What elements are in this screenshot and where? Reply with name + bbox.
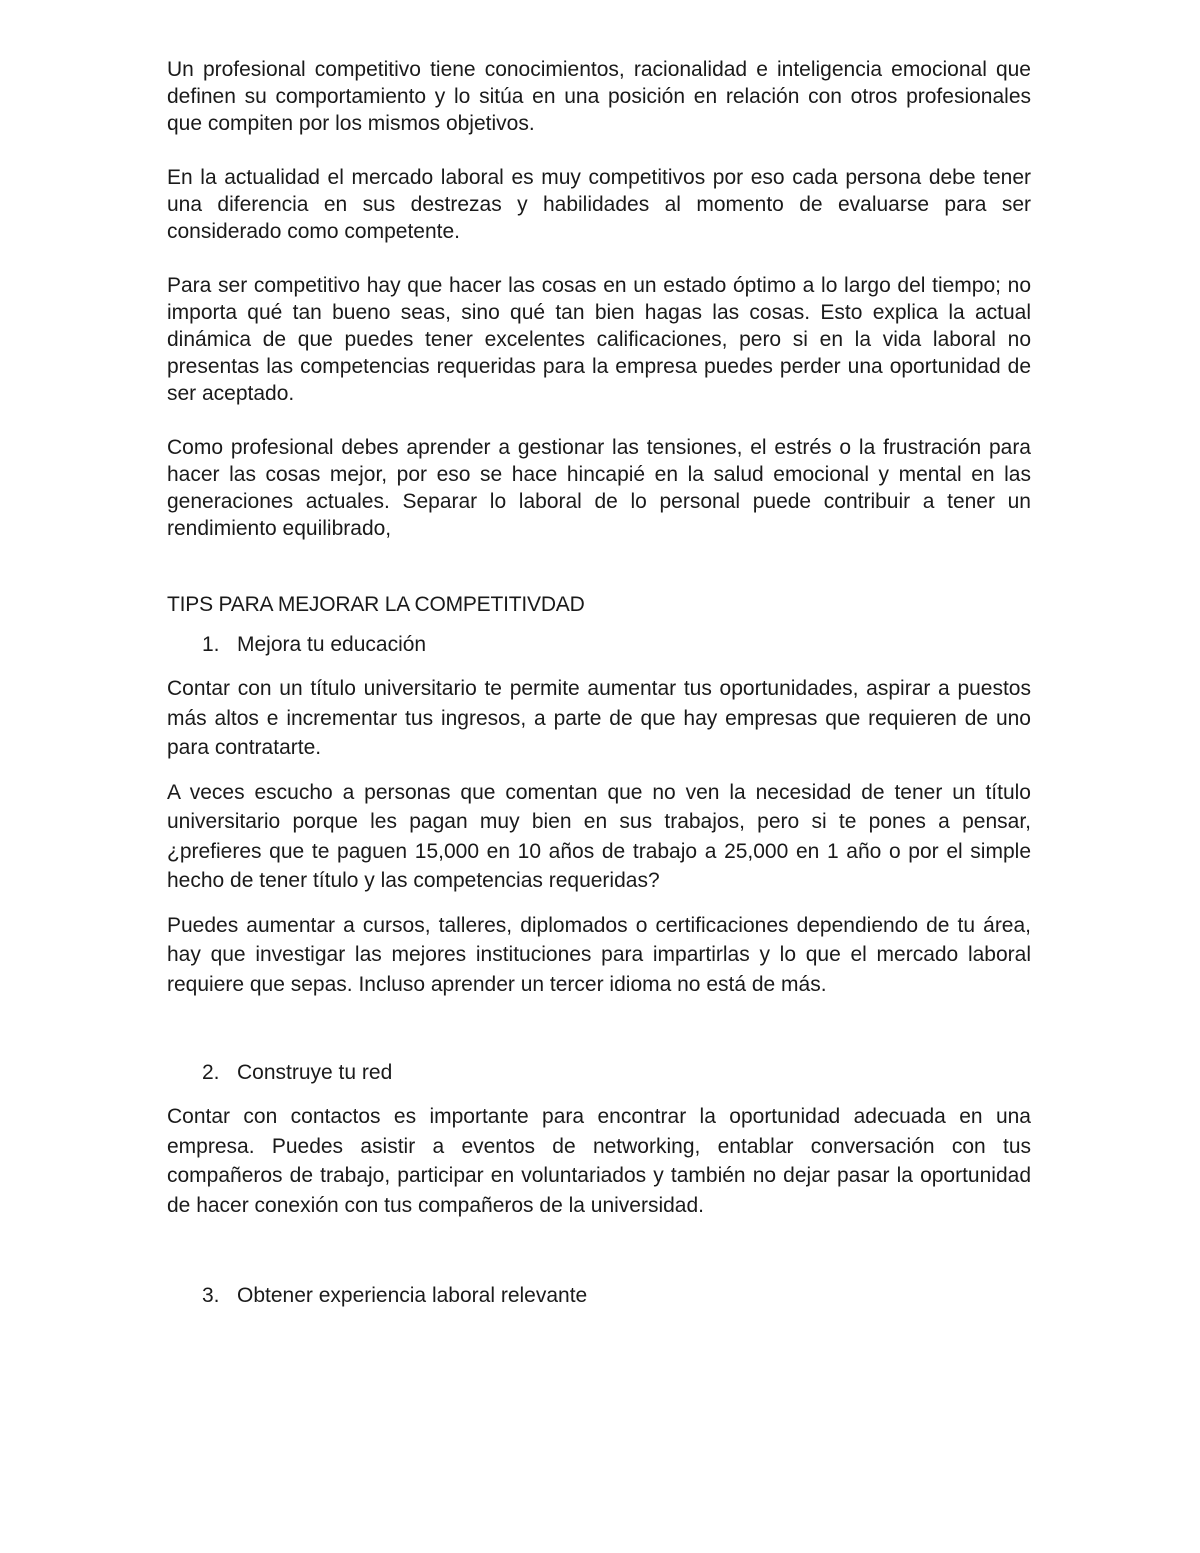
tip-3-label: Obtener experiencia laboral relevante (237, 1284, 588, 1307)
tip-1-title (167, 631, 1031, 658)
intro-paragraph-3: Para ser competitivo hay que hacer las cosas en un estado óptimo a lo largo del tiempo; no importa qué tan bueno seas, sino qué tan bien hagas las cosas. Esto explica la actual dinámica de que puedes tener excelentes calificaciones, pero si en la vida laboral no presentas las competencias requeridas para la empresa puedes perder una oportunidad de ser aceptado. (167, 274, 1031, 405)
tip-2-label: Construye tu red (237, 1061, 393, 1084)
intro-paragraph-4: Como profesional debes aprender a gestionar las tensiones, el estrés o la frustración para hacer las cosas mejor, por eso se hace hincapié en la salud emocional y mental en las generaciones actuales. Separar lo laboral de lo personal puede contribuir a tener un rendimiento equilibrado, (167, 436, 1031, 540)
tip-1-number: 1. (202, 633, 220, 656)
intro-paragraph-2: En la actualidad el mercado laboral es muy competitivos por eso cada persona debe tener una diferencia en sus destrezas y habilidades al momento de evaluarse para ser considerado como competente. (167, 166, 1031, 243)
tip-3-number: 3. (202, 1284, 220, 1307)
tip-2-number: 2. (202, 1061, 220, 1084)
tip-1-paragraph-3: Puedes aumentar a cursos, talleres, diplomados o certificaciones dependiendo de tu área, hay que investigar las mejores instituciones para impartirlas y lo que el mercado laboral requiere que sepas. Incluso aprender un tercer idioma no está de más. (167, 913, 1031, 996)
tip-1-paragraph-2: A veces escucho a personas que comentan que no ven la necesidad de tener un título universitario porque les pagan muy bien en sus trabajos, pero si te pones a pensar, ¿prefieres que te paguen 15,000 en 10 años de trabajo a 25,000 en 1 año o por el simple hecho de tener título y las competencias requeridas? (167, 780, 1031, 892)
tip-1-paragraph-1: Contar con un título universitario te permite aumentar tus oportunidades, aspirar a puestos más altos e incrementar tus ingresos, a parte de que hay empresas que requieren de uno para contratarte. (167, 677, 1031, 759)
tips-heading: TIPS PARA MEJORAR LA COMPETITIVDAD (167, 593, 585, 616)
tip-1-label: Mejora tu educación (237, 633, 427, 656)
tip-3-title (167, 1282, 1031, 1309)
tip-2-title (167, 1059, 1031, 1086)
tip-2-paragraph-1: Contar con contactos es importante para encontrar la oportunidad adecuada en una empresa. Puedes asistir a eventos de networking, entablar conversación con tus compañeros de trabajo, participar en voluntariados y también no dejar pasar la oportunidad de hacer conexión con tus compañeros de la universidad. (167, 1105, 1031, 1217)
intro-paragraph-1: Un profesional competitivo tiene conocimientos, racionalidad e inteligencia emocional que definen su comportamiento y lo sitúa en una posición en relación con otros profesionales que compiten por los mismos objetivos. (167, 58, 1031, 135)
document-page (167, 56, 1031, 1325)
